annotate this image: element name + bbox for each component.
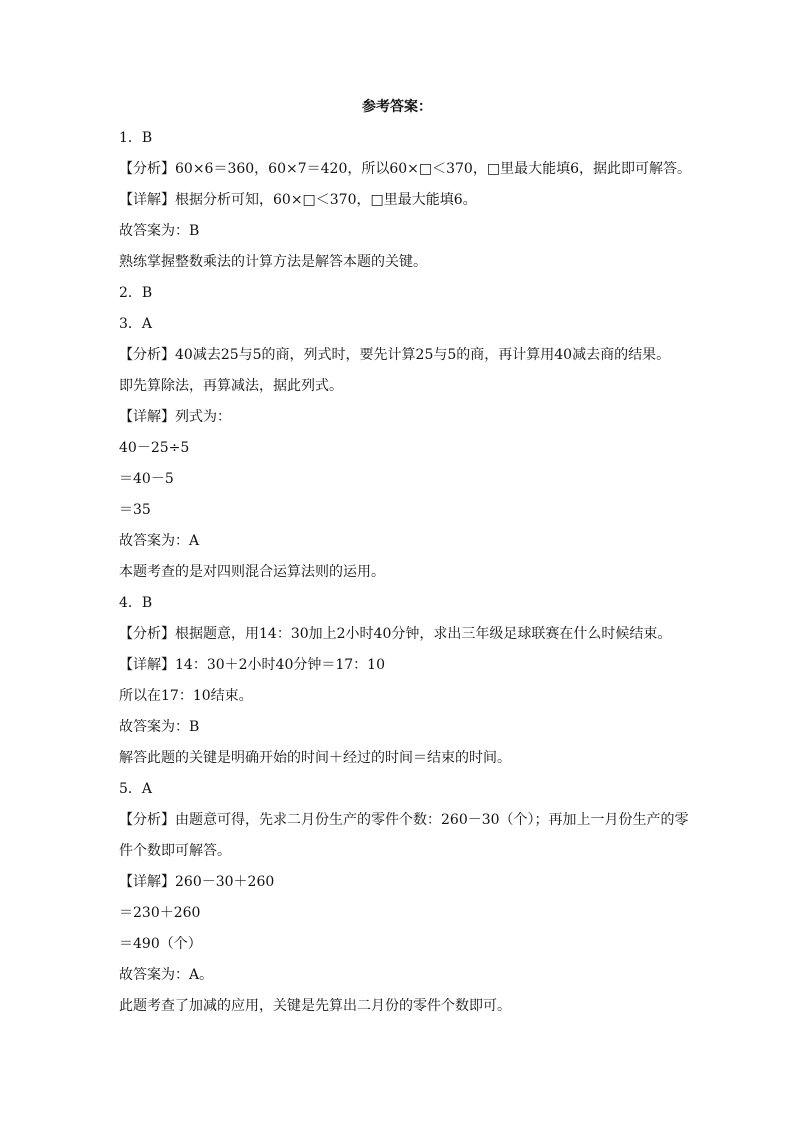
text-line: 2．B xyxy=(119,285,153,301)
text-line: 故答案为：A。 xyxy=(119,967,214,983)
text-line: 40－25÷5 xyxy=(119,440,190,456)
text-line: 熟练掌握整数乘法的计算方法是解答本题的关键。 xyxy=(119,254,427,270)
text-line: 【分析】由题意可得，先求二月份生产的零件个数：260－30（个）；再加上一月份生产的零 xyxy=(119,812,689,828)
text-line: ＝35 xyxy=(119,502,151,518)
text-line: ＝40－5 xyxy=(119,471,174,487)
text-line: 解答此题的关键是明确开始的时间＋经过的时间＝结束的时间。 xyxy=(119,750,511,766)
text-line: 故答案为：A xyxy=(119,533,200,549)
text-line: 件个数即可解答。 xyxy=(119,843,231,859)
answer-body xyxy=(119,123,699,1022)
text-line: 【分析】根据题意，用14：30加上2小时40分钟，求出三年级足球联赛在什么时候结束。 xyxy=(119,626,672,642)
text-line: 所以在17：10结束。 xyxy=(119,688,253,704)
text-line: 1．B xyxy=(119,130,153,146)
text-line: 故答案为：B xyxy=(119,719,200,735)
text-line: ＝230＋260 xyxy=(119,905,201,921)
page-title: 参考答案： xyxy=(362,99,432,115)
text-line: 5．A xyxy=(119,781,153,797)
text-line: 【详解】根据分析可知，60×□＜370，□里最大能填6。 xyxy=(119,192,477,208)
text-line: ＝490（个） xyxy=(119,936,202,952)
text-line: 【分析】40减去25与5的商，列式时，要先计算25与5的商，再计算用40减去商的结果。 xyxy=(119,347,671,363)
text-line: 【详解】列式为： xyxy=(119,409,231,425)
text-line: 故答案为：B xyxy=(119,223,200,239)
text-line: 即先算除法，再算减法，据此列式。 xyxy=(119,378,343,394)
text-line: 【详解】260－30＋260 xyxy=(119,874,275,890)
text-line: 【详解】14：30＋2小时40分钟＝17：10 xyxy=(119,657,385,673)
text-line: 此题考查了加减的应用，关键是先算出二月份的零件个数即可。 xyxy=(119,998,511,1014)
text-line: 【分析】60×6＝360，60×7＝420，所以60×□＜370，□里最大能填6，据此即可解答。 xyxy=(119,161,691,177)
text-line: 本题考查的是对四则混合运算法则的运用。 xyxy=(119,564,385,580)
text-line: 3．A xyxy=(119,316,153,332)
text-line: 4．B xyxy=(119,595,153,611)
